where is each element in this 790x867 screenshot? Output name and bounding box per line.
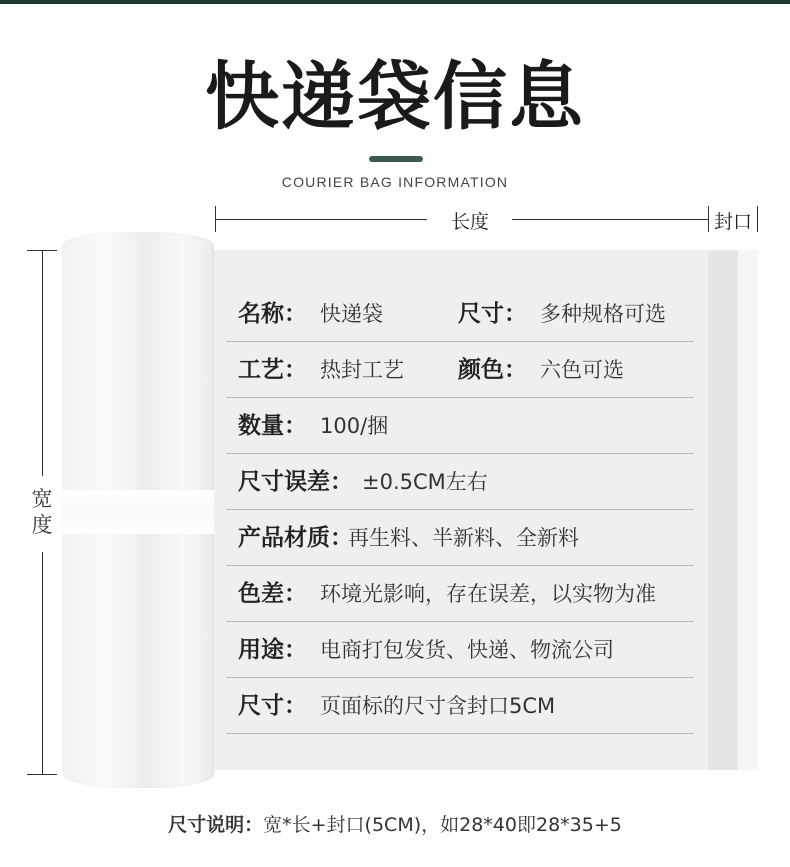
spec-value: 快递袋 [320, 302, 383, 326]
spec-row [226, 510, 694, 566]
top-accent-bar [0, 0, 790, 4]
width-line-bottom [42, 552, 43, 774]
spec-key: 尺寸： [458, 301, 527, 327]
spec-row [226, 398, 694, 454]
spec-value: 环境光影响，存在误差，以实物为准 [320, 582, 656, 606]
width-bottom-tick [27, 774, 57, 775]
spec-key: 名称： [238, 301, 307, 327]
spec-value: 100/捆 [320, 414, 389, 438]
width-line-top [42, 250, 43, 476]
spec-key: 工艺： [238, 357, 307, 383]
spec-value: 热封工艺 [320, 358, 404, 382]
title-underline [369, 156, 423, 162]
spec-row [226, 454, 694, 510]
spec-value: 六色可选 [540, 358, 624, 382]
spec-row [226, 566, 694, 622]
seal-strip [708, 250, 738, 770]
spec-value: 电商打包发货、快递、物流公司 [320, 638, 614, 662]
spec-value: ±0.5CM左右 [362, 470, 488, 494]
spec-row [226, 678, 694, 734]
spec-key: 色差： [238, 581, 307, 607]
length-label: 长度 [450, 211, 489, 233]
length-line-left [215, 219, 427, 220]
size-note-key: 尺寸说明： [168, 814, 264, 836]
page-subtitle: COURIER BAG INFORMATION [281, 174, 509, 190]
spec-row [226, 342, 694, 398]
spec-value: 页面标的尺寸含封口5CM [320, 694, 556, 718]
width-label: 宽度 [31, 487, 53, 537]
roll-band [62, 490, 214, 534]
length-right-tick [757, 206, 758, 232]
spec-value: 再生料、半新料、全新料 [348, 526, 579, 550]
seal-edge [738, 250, 758, 770]
length-line-right [512, 219, 708, 220]
seal-label: 封口 [713, 211, 752, 233]
spec-key: 用途： [238, 637, 307, 663]
spec-key: 数量： [238, 413, 307, 439]
size-note [0, 810, 790, 837]
spec-key: 产品材质： [238, 525, 353, 551]
spec-key: 尺寸误差： [238, 469, 353, 495]
size-note-value: 宽*长+封口(5CM)，如28*40即28*35+5 [263, 814, 622, 836]
spec-key: 尺寸： [238, 693, 307, 719]
spec-value: 多种规格可选 [540, 302, 666, 326]
spec-key: 颜色： [458, 357, 527, 383]
spec-row [226, 622, 694, 678]
spec-row [226, 286, 694, 342]
page-title: 快递袋信息 [205, 54, 585, 140]
